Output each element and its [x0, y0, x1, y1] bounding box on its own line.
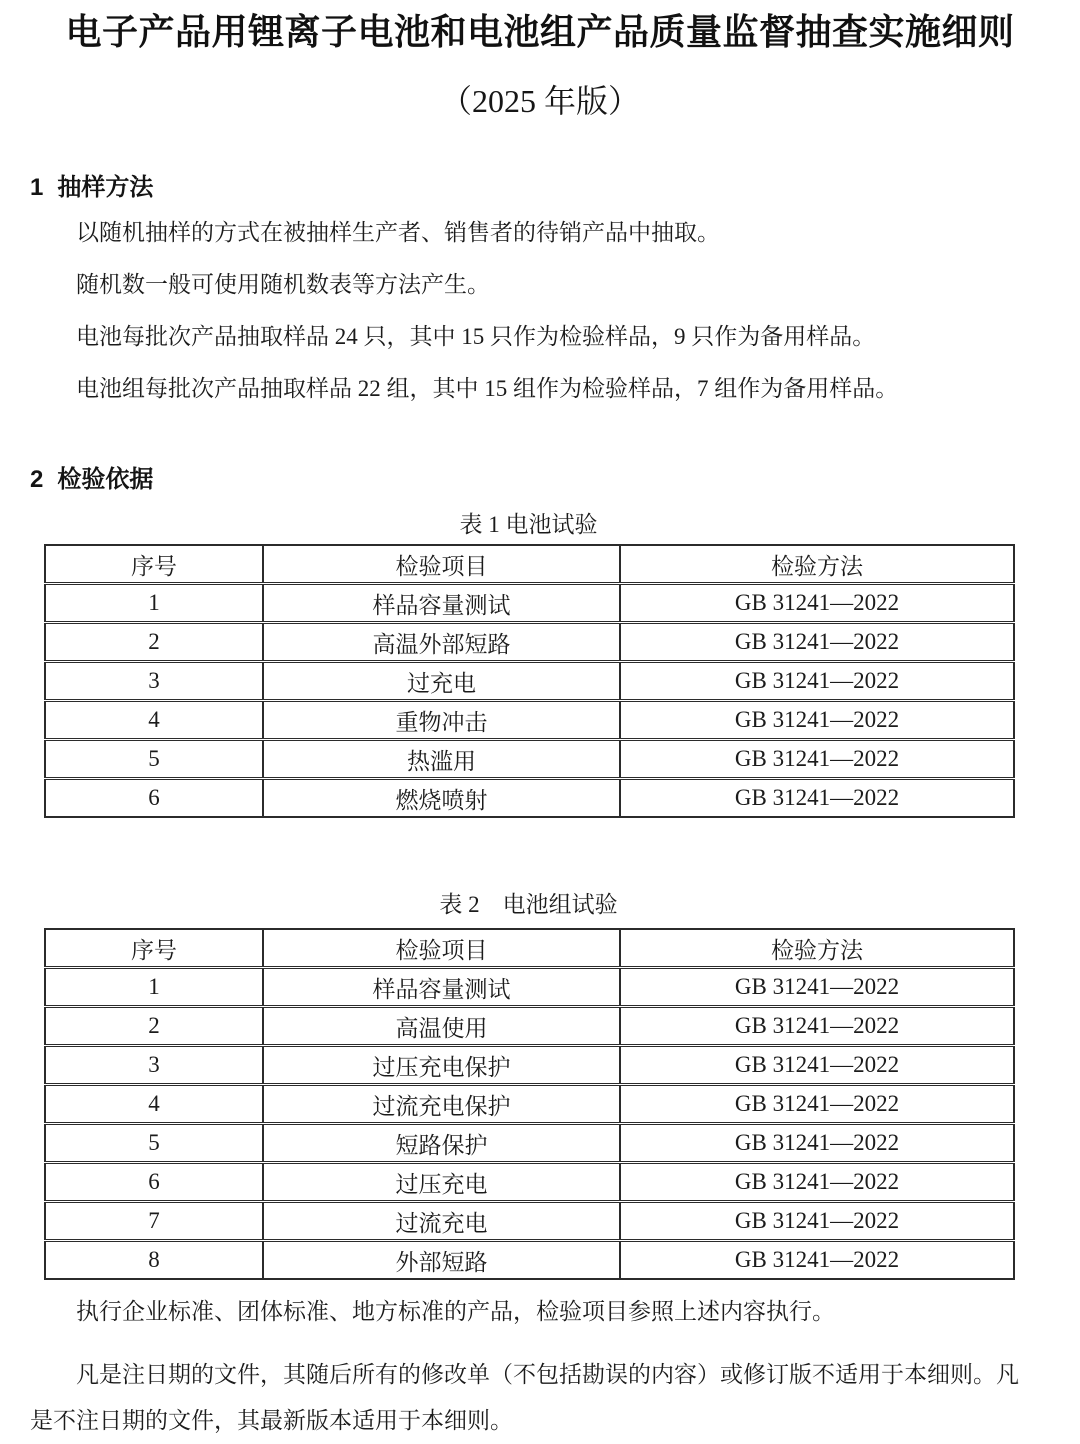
table-cell: GB 31241—2022 [620, 1007, 1014, 1046]
table-header-cell: 检验方法 [620, 545, 1014, 584]
table-cell: 过压充电保护 [263, 1046, 620, 1085]
table-row [45, 779, 1014, 818]
table-cell: 1 [148, 590, 160, 615]
table-header-cell: 序号 [45, 545, 263, 584]
table-cell: 6 [45, 779, 263, 818]
paragraph-closing-2: 凡是注日期的文件，其随后所有的修改单（不包括勘误的内容）或修订版不适用于本细则。凡是不注日期的文件，其最新版本适用于本细则。 [30, 1362, 1019, 1433]
table-cell: GB 31241—2022 [620, 1046, 1014, 1085]
table-cell: 燃烧喷射 [263, 779, 620, 818]
table-cell: 8 [45, 1241, 263, 1280]
table-cell: 过流充电 [263, 1202, 620, 1241]
battery-pack-test-table-block [44, 890, 1013, 1280]
document-title-edition: （2025 年版） [439, 83, 640, 119]
table-row [45, 1085, 1014, 1124]
battery-test-table [44, 544, 1015, 818]
table-row [45, 662, 1014, 701]
document-page [0, 8, 1080, 1432]
paragraph-sampling-4: 电池组每批次产品抽取样品 22 组，其中 15 组作为检验样品，7 组作为备用样品。 [76, 376, 899, 401]
table-cell: GB 31241—2022 [620, 1241, 1014, 1280]
paragraph-sampling-2: 随机数一般可使用随机数表等方法产生。 [76, 272, 490, 297]
table-row [45, 1202, 1014, 1241]
table-cell: 2 [45, 1007, 263, 1046]
table-header-row [45, 545, 1014, 584]
table-cell: 5 [45, 1124, 263, 1163]
table-cell: 7 [45, 1202, 263, 1241]
table-row [45, 584, 1014, 623]
table-cell: 4 [45, 1085, 263, 1124]
table-row [45, 1124, 1014, 1163]
table-cell: GB 31241—2022 [620, 1085, 1014, 1124]
paragraph-closing-1: 执行企业标准、团体标准、地方标准的产品，检验项目参照上述内容执行。 [76, 1299, 835, 1324]
table-cell: 过压充电 [263, 1163, 620, 1202]
paragraph-sampling-3: 电池每批次产品抽取样品 24 只，其中 15 只作为检验样品，9 只作为备用样品。 [76, 324, 876, 349]
table-cell: 5 [45, 740, 263, 779]
table-cell: 高温外部短路 [263, 623, 620, 662]
table-header-cell: 检验项目 [263, 929, 620, 968]
table-cell: 高温使用 [263, 1007, 620, 1046]
section-heading-text: 抽样方法 [57, 174, 154, 201]
table-cell: 外部短路 [263, 1241, 620, 1280]
table-cell: 热滥用 [263, 740, 620, 779]
table-cell: 3 [45, 662, 263, 701]
table-cell: GB 31241—2022 [620, 1202, 1014, 1241]
table-row [45, 1046, 1014, 1085]
battery-pack-test-table [44, 928, 1015, 1280]
table-cell: 3 [45, 1046, 263, 1085]
table-cell: GB 31241—2022 [620, 779, 1014, 818]
table-header-cell: 序号 [45, 929, 263, 968]
table-cell: 过流充电保护 [263, 1085, 620, 1124]
table-header-cell: 检验方法 [620, 929, 1014, 968]
section-heading-text: 检验依据 [57, 466, 154, 493]
table-cell: 样品容量测试 [263, 584, 620, 623]
paragraph-sampling-1: 以随机抽样的方式在被抽样生产者、销售者的待销产品中抽取。 [76, 220, 720, 245]
table-cell: GB 31241—2022 [620, 740, 1014, 779]
section-number: 1 [30, 174, 44, 201]
table-cell: GB 31241—2022 [620, 1124, 1014, 1163]
table-cell: GB 31241—2022 [620, 1163, 1014, 1202]
document-title: 电子产品用锂离子电池和电池组产品质量监督抽查实施细则 [65, 11, 1015, 52]
table-cell: 1 [148, 974, 160, 999]
section-heading-inspection-basis [30, 464, 1050, 496]
table-cell: 短路保护 [263, 1124, 620, 1163]
table-row [45, 701, 1014, 740]
table-cell: 6 [45, 1163, 263, 1202]
table-row [45, 623, 1014, 662]
table-header-cell: 检验项目 [263, 545, 620, 584]
section-number: 2 [30, 466, 44, 493]
table-cell: GB 31241—2022 [620, 662, 1014, 701]
section-heading-sampling-method [30, 172, 1050, 204]
table-cell: GB 31241—2022 [620, 584, 1014, 623]
table-cell: 样品容量测试 [263, 968, 620, 1007]
table-cell: GB 31241—2022 [620, 623, 1014, 662]
table-row [45, 1007, 1014, 1046]
table2-caption: 表 2 电池组试验 [439, 892, 618, 917]
table-cell: GB 31241—2022 [620, 701, 1014, 740]
table-row [45, 1163, 1014, 1202]
table-row [45, 740, 1014, 779]
table1-caption: 表 1 电池试验 [459, 512, 598, 537]
table-cell: GB 31241—2022 [620, 968, 1014, 1007]
table-cell: 4 [45, 701, 263, 740]
table-cell: 过充电 [263, 662, 620, 701]
table-row [45, 1241, 1014, 1280]
table-cell: 2 [45, 623, 263, 662]
table-cell: 重物冲击 [263, 701, 620, 740]
battery-test-table-block [44, 510, 1013, 818]
table-row [45, 968, 1014, 1007]
table-header-row [45, 929, 1014, 968]
